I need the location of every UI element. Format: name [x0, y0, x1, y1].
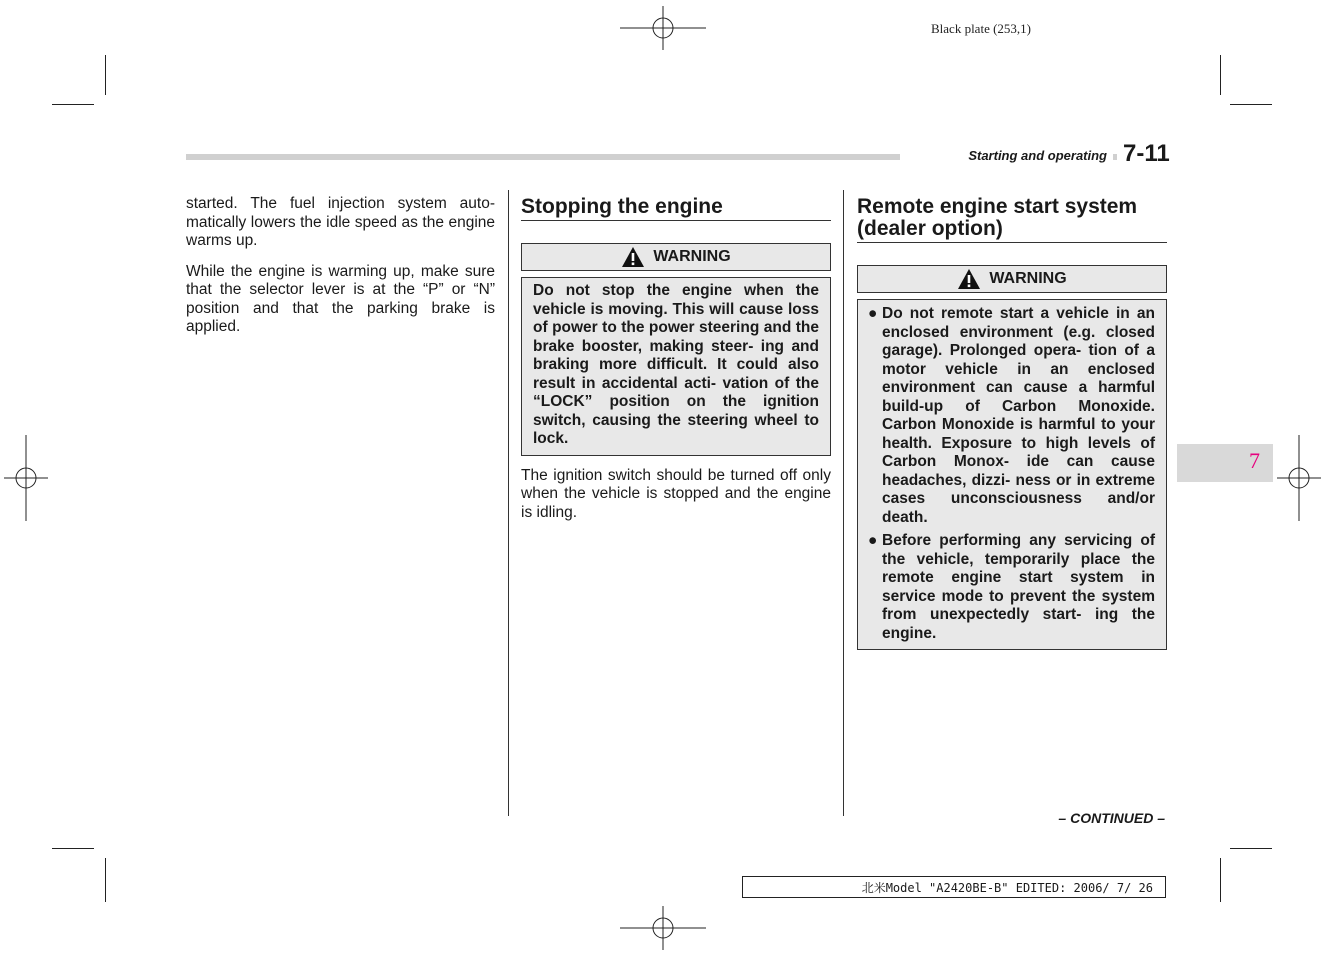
list-item: [858, 305, 1155, 527]
paragraph: While the engine is warming up, make sure that the selector lever is at the “P” or “N” position and that the parking brake is applied.: [186, 262, 495, 335]
column-1: [186, 195, 495, 337]
section-title: Starting and operating: [900, 148, 1113, 163]
crop-mark: [1230, 848, 1272, 849]
crop-mark: [105, 858, 106, 902]
paragraph: started. The fuel injection system auto- matically lowers the idle speed as the engine warms up.: [186, 195, 495, 249]
warning-header: [521, 243, 831, 271]
column-2: [521, 196, 831, 522]
page-number: 7-11: [1117, 140, 1172, 168]
list-item: [858, 532, 1155, 643]
registration-mark-icon: [620, 6, 706, 50]
warning-triangle-icon: [621, 246, 645, 268]
registration-mark-icon: [1277, 435, 1321, 521]
crop-mark: [105, 55, 106, 95]
registration-mark-icon: [4, 435, 48, 521]
list-item-text: Before performing any servicing of the vehicle, temporarily place the remote engine start system in service mode to prevent the system from unexpectedly start- ing the engine.: [882, 532, 1155, 642]
plate-label: Black plate (253,1): [931, 21, 1031, 36]
bullet-dot-icon: ●: [868, 305, 878, 322]
warning-label: WARNING: [989, 270, 1067, 287]
crop-mark: [52, 104, 94, 105]
warning-triangle-icon: [957, 268, 981, 290]
crop-mark: [1220, 55, 1221, 95]
bullet-dot-icon: ●: [868, 532, 878, 549]
column-divider: [508, 190, 509, 816]
list-item-text: Do not remote start a vehicle in an enclosed environment (e.g. closed garage). Prolonged opera- tion of a motor vehicle in an enclosed environment can cause a harmful build-up of Carbon Monoxide. Carbon Monoxide is harmful to your health. Exposure to high levels of Carbon Monox- ide can cause headaches, dizzi- ness or in extreme cases unconsciousness and/or death.: [882, 305, 1155, 526]
crop-mark: [1230, 104, 1272, 105]
footer-edit-info: 北米Model "A2420BE-B" EDITED: 2006/ 7/ 26: [742, 876, 1166, 898]
paragraph: The ignition switch should be turned off only when the vehicle is stopped and the engine is idling.: [521, 466, 831, 521]
warning-box: [521, 277, 831, 456]
crop-mark: [52, 848, 94, 849]
section-heading: Stopping the engine: [521, 196, 831, 221]
crop-mark: [1220, 858, 1221, 902]
continued-label: – CONTINUED –: [1058, 810, 1165, 826]
column-3: [857, 196, 1167, 650]
warning-label: WARNING: [653, 248, 731, 265]
section-heading: Remote engine start system (dealer option): [857, 196, 1167, 243]
warning-text: Do not stop the engine when the vehicle is moving. This will cause loss of power to the power steering and the brake booster, making steer- ing and braking more difficult. It could also result in accidental acti- vation of the “LOCK” position on the ignition switch, causing the steering wheel to lock.: [533, 282, 819, 447]
column-divider: [843, 190, 844, 816]
registration-mark-icon: [620, 906, 706, 950]
warning-box: [857, 299, 1167, 650]
warning-header: [857, 265, 1167, 293]
chapter-number: 7: [1249, 448, 1260, 473]
